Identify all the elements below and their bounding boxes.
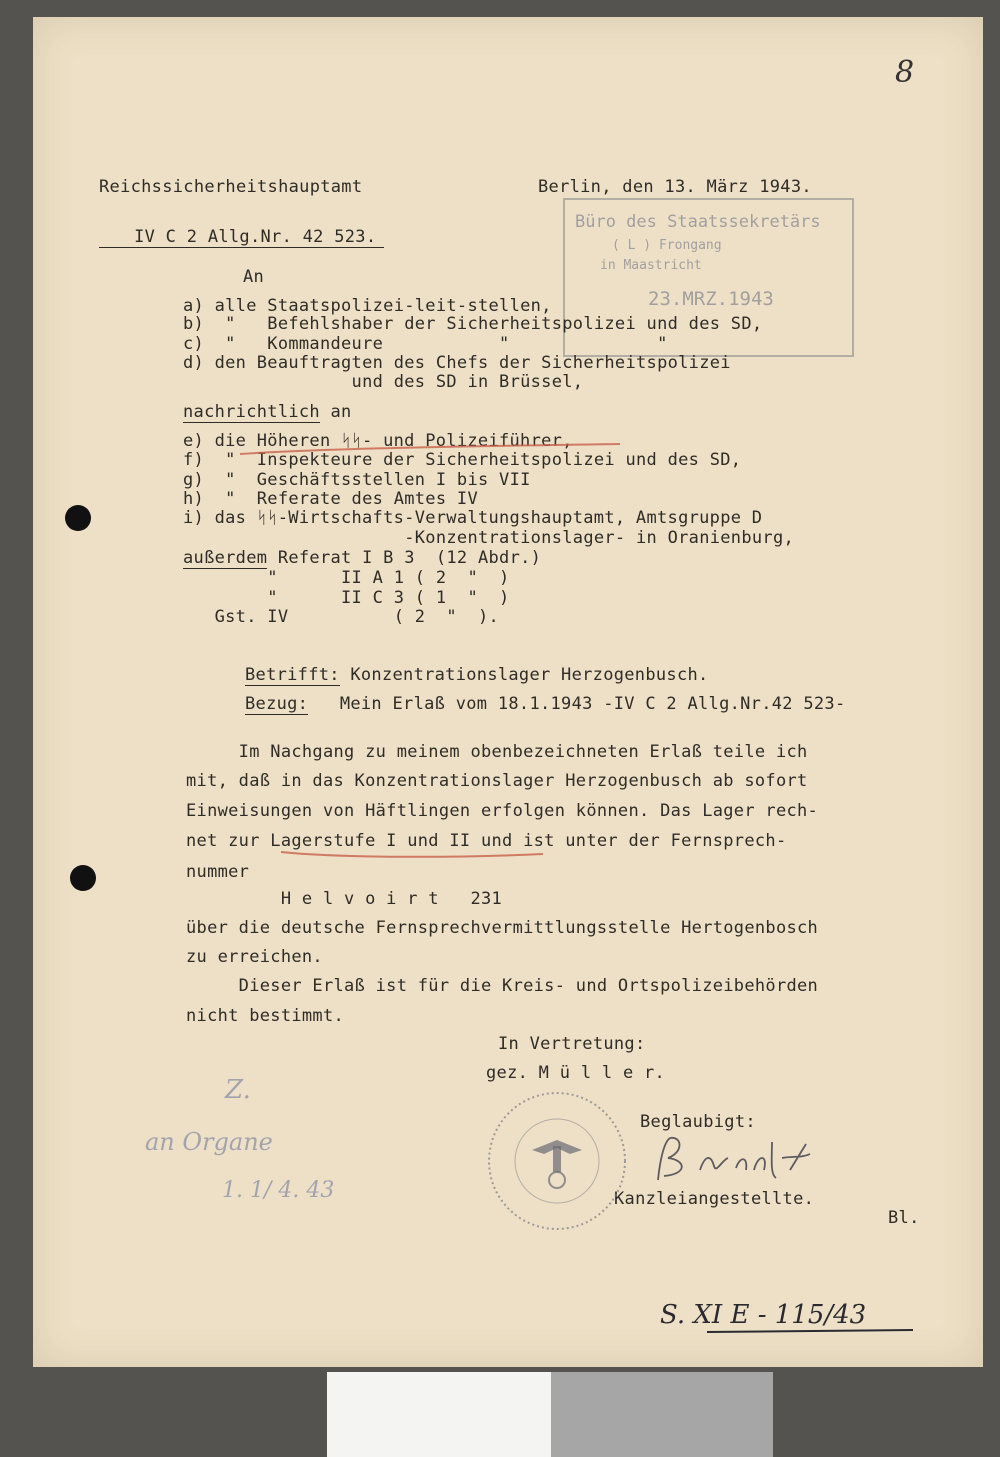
place-date: Berlin, den 13. März 1943. [538,177,812,197]
additional-line-1 [183,548,541,568]
subject-label: Betrifft: [245,665,340,685]
sender-office: Reichssicherheitshauptamt [99,177,363,197]
additional-line-4: Gst. IV ( 2 " ). [183,607,500,627]
recipient-c: c) " Kommandeure " " [183,334,668,354]
pencil-note-line-2: an Organe [145,1128,273,1156]
subject-text: Konzentrationslager Herzogenbusch. [339,665,709,685]
info-i-cont: -Konzentrationslager- in Oranienburg, [183,528,795,548]
body-line-6: H e l v o i r t 231 [186,889,503,909]
info-h: h) " Referate des Amtes IV [183,489,478,509]
subject-line [245,665,709,685]
recipients-heading: An [243,267,265,287]
reference-text: Mein Erlaß vom 18.1.1943 -IV C 2 Allg.Nr.42 523- [308,694,846,714]
info-f: f) " Inspekteure der Sicherheitspolizei und des SD, [183,450,742,470]
body-line-7: über die deutsche Fernsprechvermittlungsstelle Hertogenbosch [186,918,819,938]
stamp-line-1: Büro des Staatssekretärs [575,212,821,232]
official-seal [482,1088,632,1234]
archive-number: S. XI E - 115/43 [660,1300,867,1330]
deputy-line: In Vertretung: [498,1034,646,1054]
stamp-line-3: in Maastricht [600,258,702,273]
info-heading-suffix: an [319,402,352,422]
stamp-line-2: ( L ) Frongang [612,238,722,253]
body-line-10: nicht bestimmt. [186,1006,345,1026]
signed-line: gez. M ü l l e r. [486,1063,666,1083]
additional-text-1: Referat I B 3 (12 Abdr.) [267,548,542,568]
scale-bar-white [327,1372,551,1457]
body-line-4: net zur Lagerstufe I und II und ist unter der Fernsprech- [186,831,787,851]
info-g: g) " Geschäftsstellen I bis VII [183,470,531,490]
reference-line [245,694,846,714]
recipient-b: b) " Befehlshaber der Sicherheitspolizei und des SD, [183,314,763,334]
additional-line-3: " II C 3 ( 1 " ) [183,588,510,608]
body-line-5: nummer [186,862,250,882]
info-i: i) das ᛋᛋ-Wirtschafts-Verwaltungshauptamt, Amtsgruppe D [183,508,763,528]
body-line-3: Einweisungen von Häftlingen erfolgen können. Das Lager rech- [186,801,819,821]
reference-label: Bezug: [245,694,309,714]
red-pencil-underline [235,440,625,460]
pencil-note-line-3: 1. 1/ 4. 43 [222,1178,335,1203]
handwritten-signature [650,1130,830,1190]
recipient-a: a) alle Staatspolizei-leit-stellen, [183,296,552,316]
sender-reference [99,207,384,248]
pencil-note-line-1: Z. [225,1075,251,1105]
page-number: 8 [895,55,915,90]
additional-line-2: " II A 1 ( 2 " ) [183,568,510,588]
body-line-8: zu erreichen. [186,947,323,967]
info-heading-label: nachrichtlich [183,402,320,422]
body-line-9: Dieser Erlaß ist für die Kreis- und Ortspolizeibehörden [186,976,819,996]
red-pencil-underline-2 [278,846,548,862]
info-heading [183,402,352,422]
additional-heading: außerdem [183,548,268,568]
sender-reference-text: IV C 2 Allg.Nr. 42 523. [134,227,377,247]
stamp-date: 23.MRZ.1943 [648,288,774,310]
recipient-d: d) den Beauftragten des Chefs der Sicherheitspolizei [183,353,731,373]
certified-line: Beglaubigt: [640,1112,756,1132]
recipient-d-cont: und des SD in Brüssel, [183,372,584,392]
scale-bar-gray [551,1372,773,1457]
punch-hole-top [65,505,91,531]
body-line-2: mit, daß in das Konzentrationslager Herzogenbusch ab sofort [186,771,808,791]
punch-hole-bottom [70,865,96,891]
info-e: e) die Höheren ᛋᛋ- und Polizeiführer, [183,431,573,451]
archive-number-underline [705,1326,915,1338]
body-line-1: Im Nachgang zu meinem obenbezeichneten Erlaß teile ich [186,742,808,762]
role-line: Kanzleiangestellte. [614,1189,815,1209]
initials: Bl. [888,1208,920,1228]
